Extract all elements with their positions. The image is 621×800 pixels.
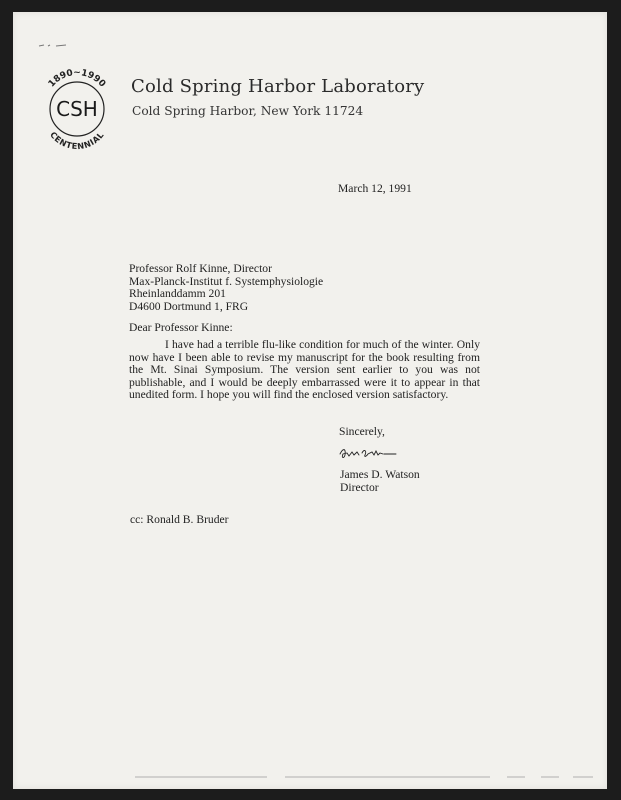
pencil-mark (38, 42, 68, 48)
centennial-seal-logo (34, 66, 120, 152)
recipient-line: Professor Rolf Kinne, Director (129, 262, 272, 275)
handwritten-signature (338, 444, 398, 462)
footer-rule (135, 775, 595, 779)
recipient-line: Max-Planck-Institut f. Systemphysiologie (129, 274, 324, 288)
recipient-line: D4600 Dortmund 1, FRG (129, 299, 249, 313)
recipient-address-block (129, 263, 323, 313)
svg-text:CSH: CSH (56, 97, 98, 121)
svg-text:CENTENNIAL: CENTENNIAL (48, 129, 106, 152)
svg-text:1890~1990: 1890~1990 (46, 68, 108, 90)
closing: Sincerely, (339, 425, 385, 438)
salutation: Dear Professor Kinne: (129, 321, 233, 334)
organization-name: Cold Spring Harbor Laboratory (131, 76, 425, 97)
carbon-copy-line: cc: Ronald B. Bruder (130, 513, 229, 526)
signer-name: James D. Watson (340, 468, 420, 481)
organization-address: Cold Spring Harbor, New York 11724 (132, 104, 364, 118)
letter-date: March 12, 1991 (338, 182, 412, 195)
recipient-line: Rheinlanddamm 201 (129, 287, 226, 300)
letter-body: I have had a terrible flu-like condition for much of the winter. Only now have I been able to revise my manuscript for the book resulting from the Mt. Sinai Symposium. The version sent earlier to you was not publishable, and I would be deeply embarrassed were it to appear in that unedited form. I hope you will find the enclosed version satisfactory. (129, 338, 480, 401)
signer-title: Director (340, 481, 379, 494)
